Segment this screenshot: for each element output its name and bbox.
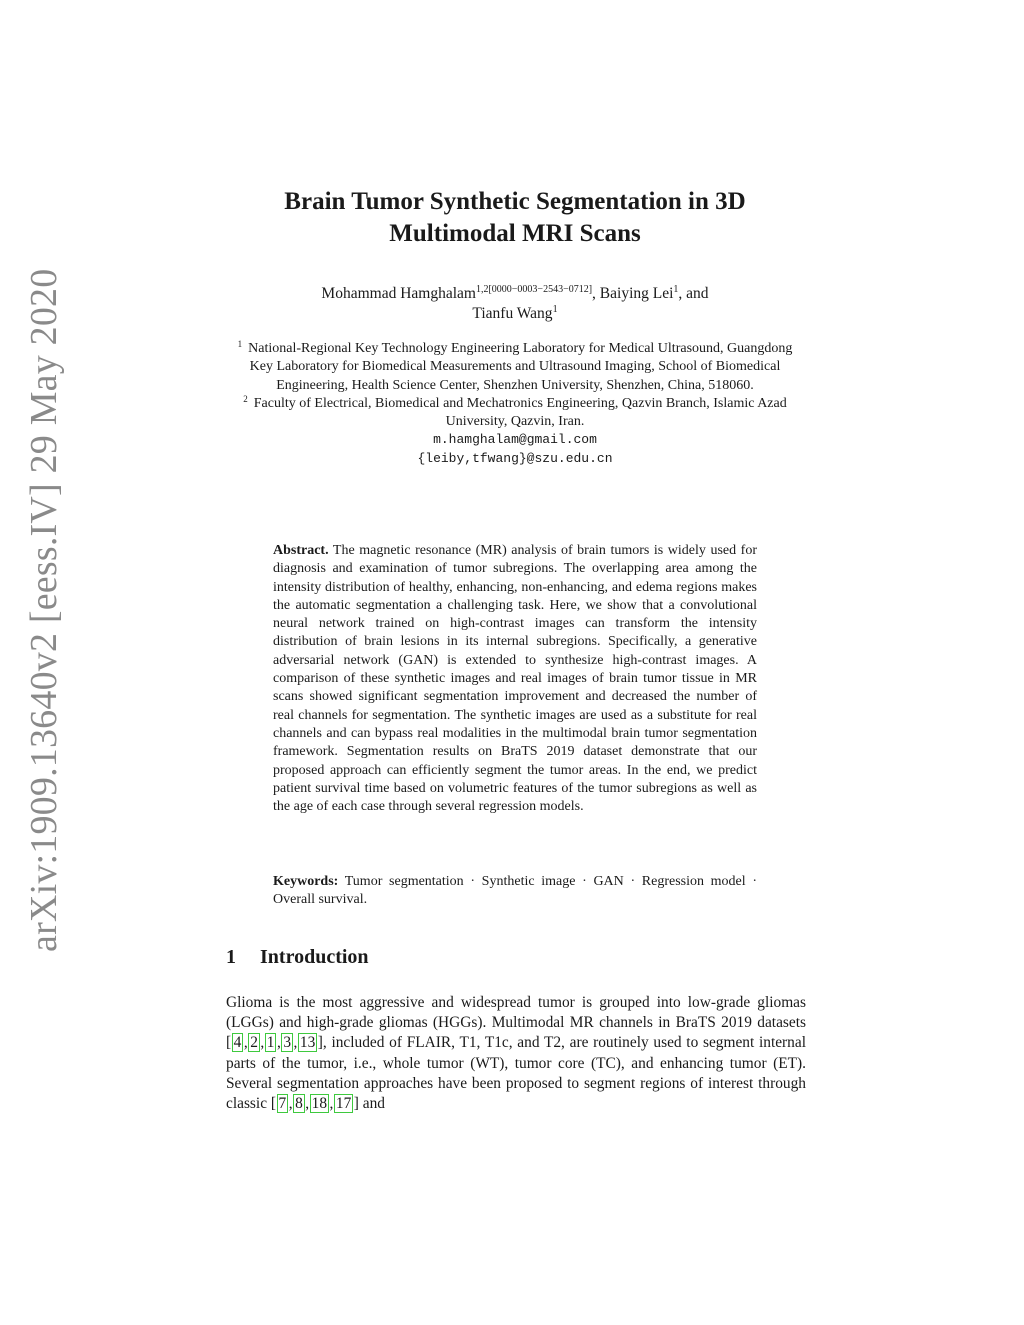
author-affil-sup: 1 — [673, 284, 679, 295]
citation-link[interactable]: 17 — [335, 1095, 352, 1113]
abstract — [273, 542, 757, 816]
email-2[interactable]: {leiby,tfwang}@szu.edu.cn — [417, 450, 613, 466]
citation-link[interactable]: 2 — [250, 1034, 258, 1052]
citation-link[interactable]: 8 — [295, 1095, 303, 1113]
affiliation-2: $^2$ Faculty of Electrical, Biomedical and Mechatronics Engineering, Qazvin Branch, Islamic Azad University, Qazvin, Iran. — [243, 393, 787, 430]
citation-link[interactable]: 7 — [278, 1095, 287, 1113]
author-affil-sup: 1,2[0000−0003−2543−0712] — [475, 284, 593, 295]
author-list — [230, 284, 800, 324]
affiliation-mark: 1 — [237, 339, 243, 349]
paper-title — [200, 186, 830, 250]
citation-link[interactable]: 1 — [266, 1034, 275, 1052]
section-number: 1 — [226, 946, 236, 968]
author-affil-sup: 1 — [552, 304, 558, 315]
keywords — [273, 873, 757, 910]
title-line-2: Multimodal MRI Scans — [389, 220, 641, 247]
author-name: Tianfu Wang — [472, 305, 553, 322]
citation-link[interactable]: 13 — [299, 1034, 316, 1052]
keywords-label: Keywords: — [273, 874, 339, 889]
author-name: Mohammad Hamghalam — [321, 285, 476, 302]
affiliation-1: $^1$ National-Regional Key Technology Engineering Laboratory for Medical Ultrasound, Guangdong Key Laboratory for Biomedical Measurements and Ultrasound Imaging, School of Biomedical Engineering, Health Science Center, Shenzhen University, Shenzhen, China, 518060. — [237, 339, 793, 393]
author-name: , Baiying Lei — [592, 285, 674, 302]
email-1[interactable]: m.hamghalam@gmail.com — [433, 432, 597, 448]
affiliations — [230, 340, 800, 468]
intro-paragraph: Glioma is the most aggressive and widespread tumor is grouped into low-grade gliomas (LGGs) and high-grade gliomas (HGGs). Multimodal MR channels in BraTS 2019 datasets [ 4 , 2 , 1 , 3 , 13 ], included of FLAIR, T1, T1c, and T2, are routinely used to segment internal parts of the tumor, i.e., whole tumor (WT), tumor core (TC), and enhancing tumor (ET). Several segmentation approaches have been proposed to segment regions of interest through classic [ 7 , 8 , 18 , 17 ] and — [226, 994, 806, 1113]
section-title: Introduction — [260, 946, 369, 968]
citation-link[interactable]: 4 — [233, 1034, 242, 1052]
title-line-1: Brain Tumor Synthetic Segmentation in 3D — [284, 188, 746, 215]
abstract-text: The magnetic resonance (MR) analysis of brain tumors is widely used for diagnosis and examination of tumor subregions. The overlapping area among the intensity distribution of healthy, enhancing, non-enhancing, and edema regions makes the automatic segmentation a challenging task. Here, we show that a convolutional neural network trained on high-contrast images can transform the intensity distribution of brain lesions in its internal subregions. Specifically, a generative adversarial network (GAN) is extended to synthesize high-contrast images. A comparison of these synthetic images and real images of brain tumor tissue in MR scans showed significant segmentation improvement and decreased the number of real channels for segmentation. The synthetic images are used as a substitute for real channels and can bypass real modalities in the multimodal brain tumor segmentation framework. Segmentation results on BraTS 2019 dataset demonstrate that our proposed approach can efficiently segment the tumor areas. In the end, we predict patient survival time based on volumetric features of the tumor subregions as well as the age of each case through several regression models. — [273, 543, 757, 815]
keywords-text: Tumor segmentation · Synthetic image · GAN · Regression model · Overall survival. — [273, 874, 757, 908]
arxiv-stamp: arXiv:1909.13640v2 [eess.IV] 29 May 2020 — [23, 268, 65, 952]
author-separator: , and — [678, 285, 709, 302]
citation-link[interactable]: 3 — [283, 1034, 292, 1052]
citation-link[interactable]: 18 — [311, 1095, 328, 1113]
affiliation-mark: 2 — [243, 393, 248, 404]
section-heading-introduction — [226, 946, 369, 969]
abstract-label: Abstract. — [273, 543, 329, 558]
